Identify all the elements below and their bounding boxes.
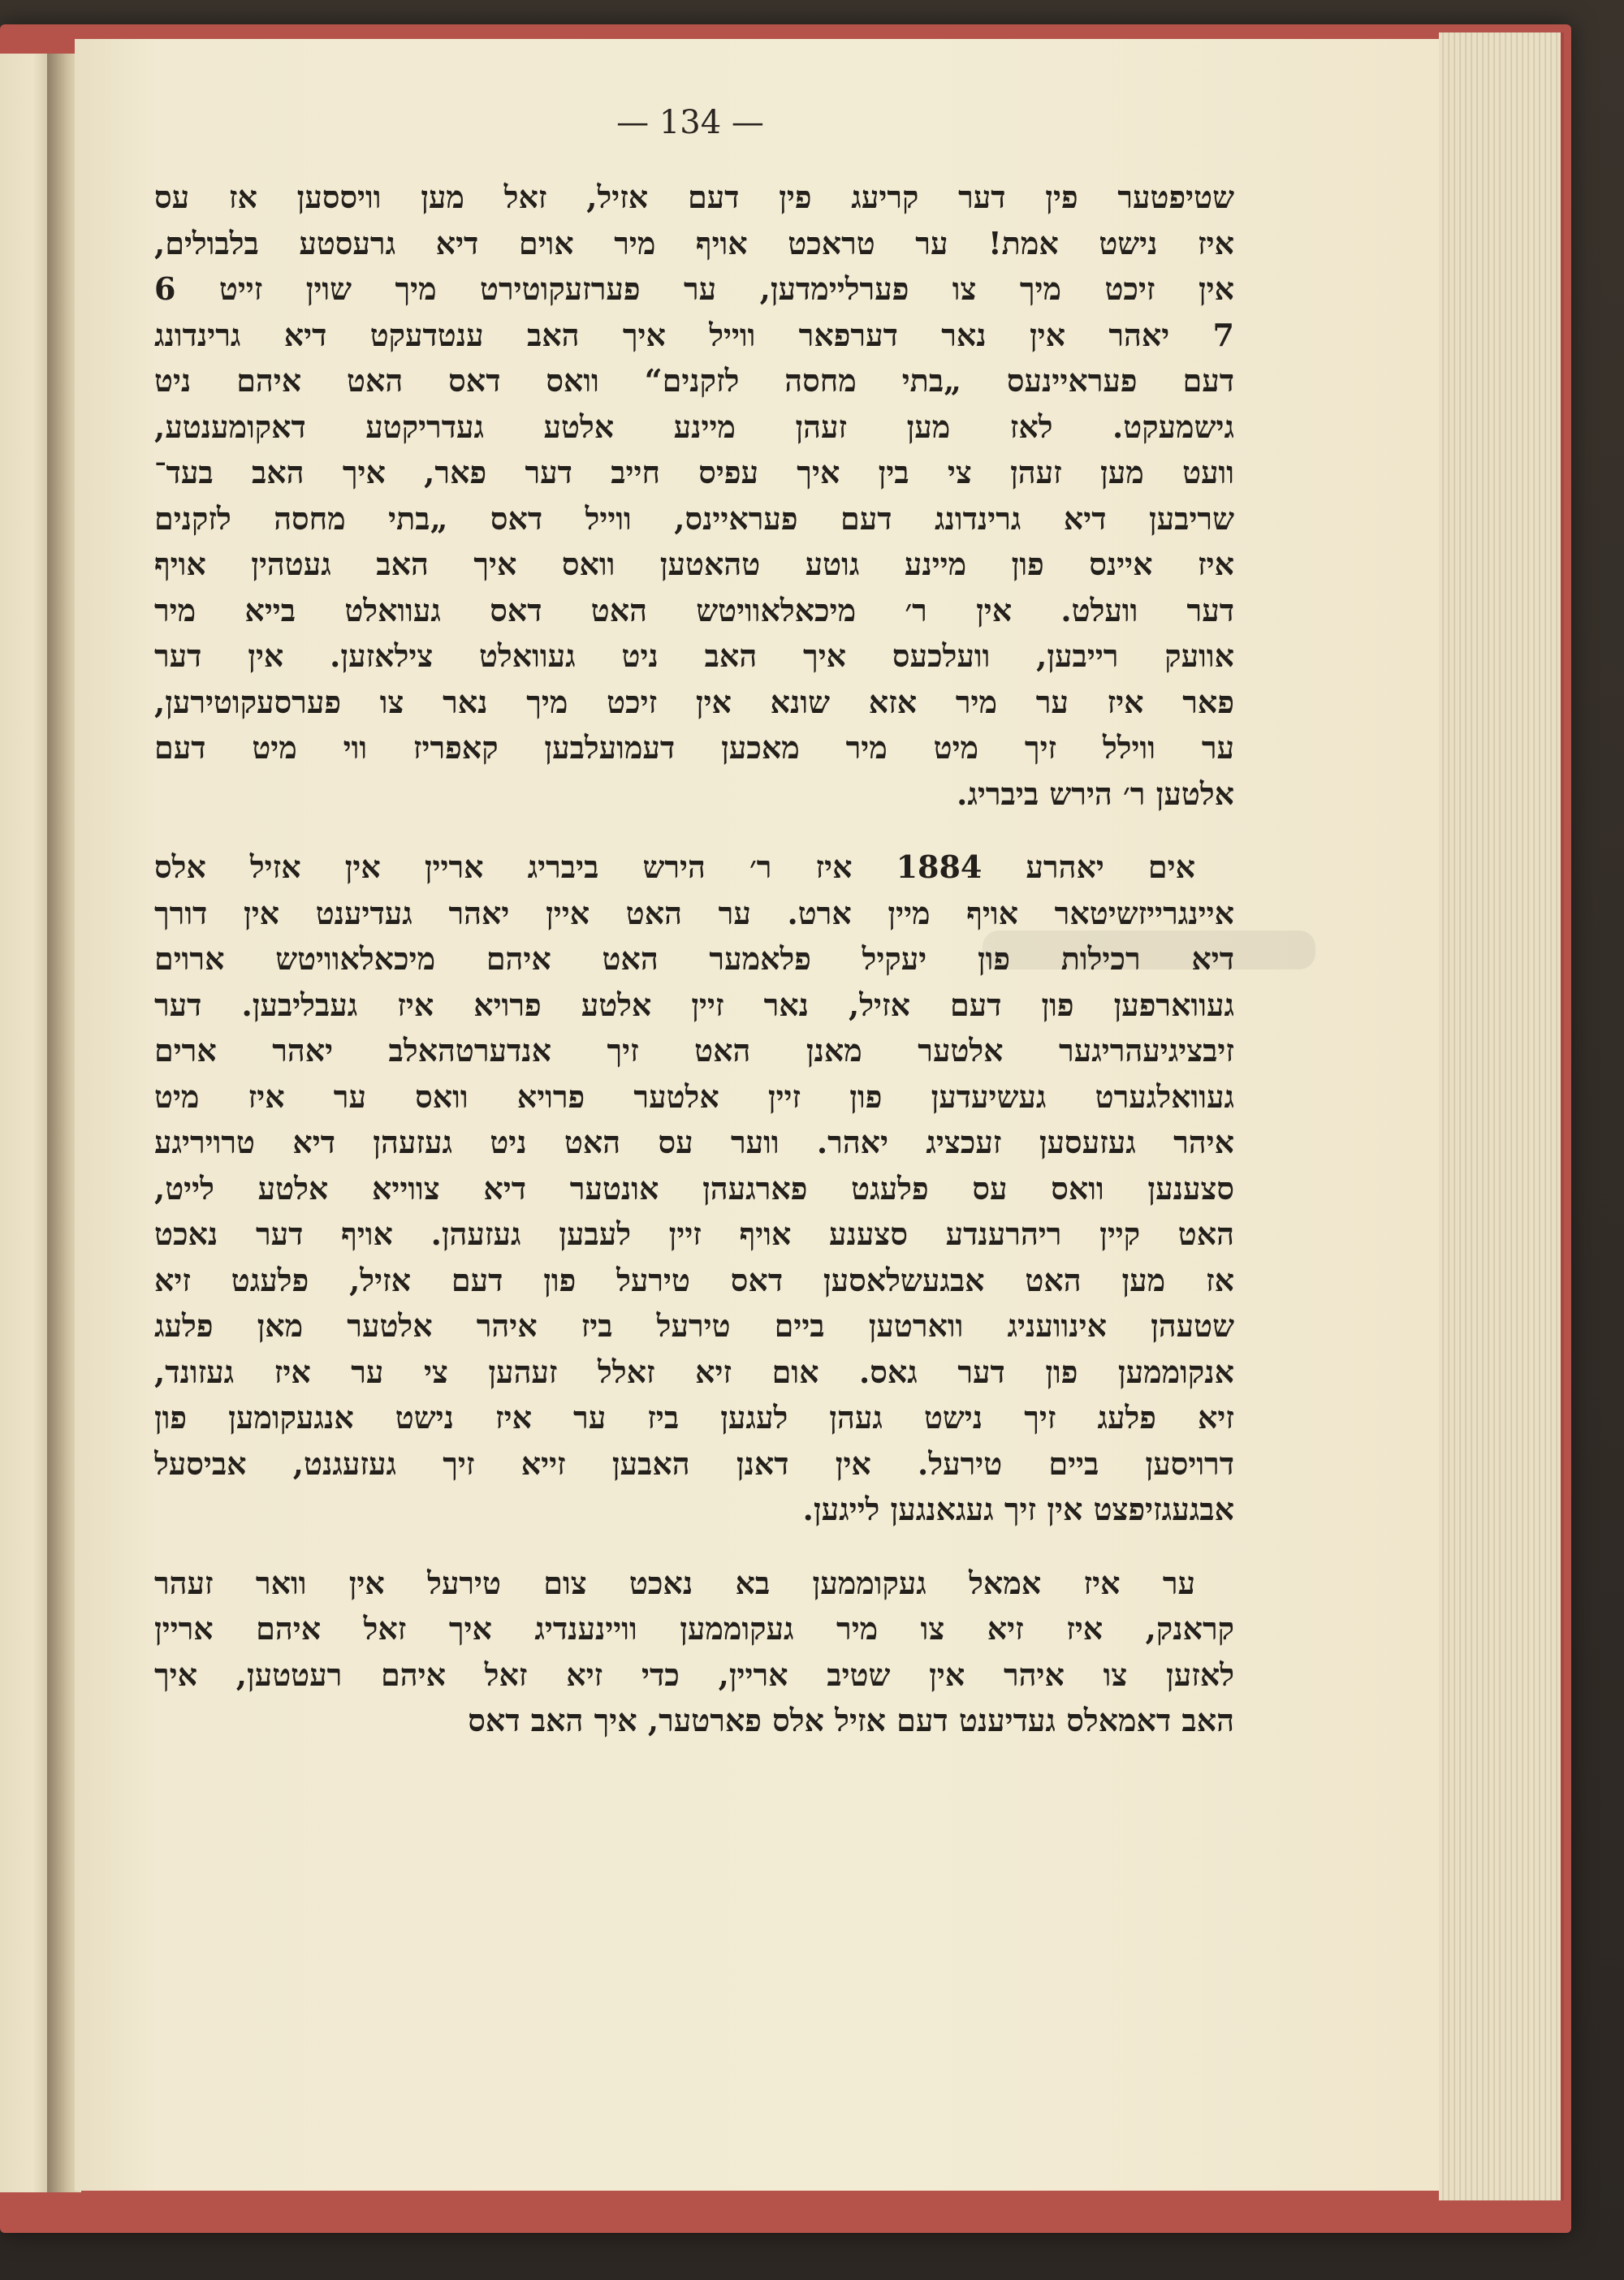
text-line: איז נישט אמת! ער טראכט אויף מיר אוים דיא גרעסטע בלבולים, [154,224,1234,261]
text-line: שריבען דיא גרינדונג דעם פעראיינס, ווייל דאס „בתי מחסה לזקנים [154,499,1234,537]
text-line: געוואלגערט געשיעדען פון זיין אלטער פרויא וואס ער איז מיט [154,1077,1234,1115]
text-line: אים יאהרע 1884 איז ר׳ הירש ביבריג אריין אין אזיל אלס [154,849,1195,885]
text-line: זיבציגיעהריגער אלטער מאנן האט זיך אנדערטהאלב יאהר ארים [154,1032,1234,1069]
text-line: שטיפטער פין דער קריעג פין דעם אזיל, זאל מען וויססען אז עס [154,179,1234,215]
page-stack-edges [1439,32,1564,2200]
paragraph [154,175,1234,817]
text-line: אנקוממען פון דער גאס. אום זיא זאלל זעהען צי ער איז געזונד, [154,1353,1234,1390]
text-line: דער וועלט. אין ר׳ מיכאלאוויטש האט דאס געוואלט בייא מיר [154,591,1234,628]
text-line: אין זיכט מיך צו פערליימדען, ער פערזעקוטירט מיך שוין זייט 6 [154,270,1234,307]
text-line: 7 יאהר אין נאר דערפאר ווייל איך האב ענטדעקט דיא גרינדונג [154,316,1234,353]
text-line: האט קיין ריהרענדע סצענע אויף זיין לעבען געזעהן. אויף דער נאכט [154,1216,1234,1252]
text-line: אז מען האט אבגעשלאסען דאס טירעל פון דעם אזיל, פלעגט זיא [154,1261,1234,1298]
text-line: דעם פעראיינעס „בתי מחסה לזקנים“ וואס דאס האט איהם ניט [154,362,1234,399]
text-line: איז איינס פון מיינע גוטע טהאטען וואס איך האב געטהין אויף [154,546,1234,582]
page-number: — 134 — [616,104,764,141]
text-line: אבגעגזיפצט אין זיך געגאנגען לייגען. [802,1491,1234,1527]
text-line: ער ווילל זיך מיט מיר מאכען דעמועלבען קאפריז ווי מיט דעם [154,729,1234,766]
text-line: לאזען צו איהר אין שטיב אריין, כדי זיא זאל איהם רעטטען, איך [154,1656,1234,1693]
text-line: גישמעקט. לאז מען זעהן מיינע אלטע געדריקטע דאקומענטע, [154,408,1234,445]
text-line: האב דאמאלס געדיענט דעם אזיל אלס פארטער, איך האב דאס [468,1702,1234,1738]
text-line: דיא רכילות פון יעקיל פלאמער האט איהם מיכאלאוויטש ארוים [154,940,1234,977]
text-line: אוועק רייבען, וועלכעס איך האב ניט געוואלט צילאזען. אין דער [154,637,1234,674]
text-line: פאר איז ער מיר אזא שונא אין זיכט מיך נאר צו פערסעקוטירען, [154,683,1234,720]
text-line: דרויסען ביים טירעל. אין דאנן האבען זייא זיך געזעגנט, אביסעל [154,1444,1234,1482]
paragraph [154,1561,1234,1744]
paragraph [154,844,1234,1533]
text-line: וועט מען זעהן צי בין איך עפיס חייב דער פאר, איך האב בעד־ [154,454,1234,490]
left-page-edge [0,54,47,2192]
text-line: קראנק, איז זיא צו מיר געקוממען וויינענדיג איך זאל איהם אריין [154,1610,1234,1647]
text-line: שטעהן אינוועניג ווארטען ביים טירעל ביז איהר אלטער מאן פלעג [154,1307,1234,1344]
text-line: סצענען וואס עס פלעגט פארגעהן אונטער דיא צווייא אלטע לייט, [154,1169,1234,1207]
text-line: געווארפען פון דעם אזיל, נאר זיין אלטע פרויא איז געבליבען. דער [154,986,1234,1023]
text-line: אלטען ר׳ הירש ביבריג. [957,775,1234,812]
text-line: ער איז אמאל געקוממען בא נאכט צום טירעל אין וואר זעהר [154,1564,1195,1601]
page-body-text [154,175,1234,2091]
text-line: זיא פלעג זיך נישט געהן לעגען ביז ער איז נישט אנגעקומען פון [154,1399,1234,1436]
text-line: איינגרייזשיטאר אויף מיין ארט. ער האט איין יאהר געדיענט אין דורך [154,894,1234,931]
text-line: איהר געזעסען זעכציג יאהר. ווער עס האט ניט געזעהן דיא טרויריגע [154,1124,1234,1160]
